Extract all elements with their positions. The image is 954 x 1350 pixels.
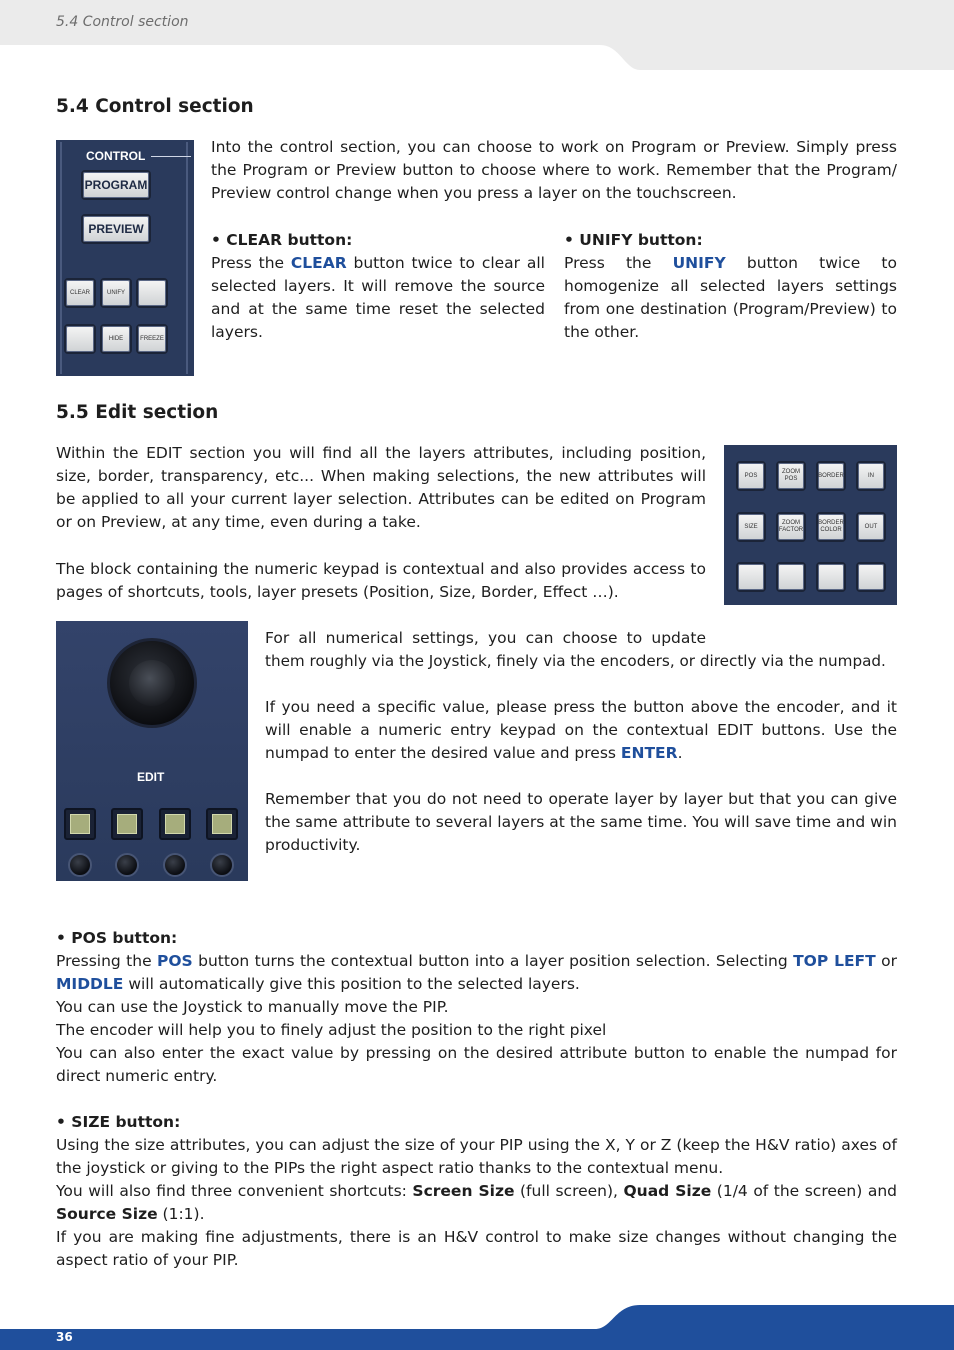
clear-key: CLEAR <box>64 278 96 308</box>
freeze-key: FREEZE <box>136 324 168 354</box>
encoder-knob-icon <box>68 853 92 877</box>
clear-title: • CLEAR button: <box>211 231 353 249</box>
encoder-button <box>206 808 238 840</box>
edit-keypad-photo <box>724 445 897 605</box>
blank-key <box>136 278 168 308</box>
control-panel-photo <box>56 140 194 376</box>
program-key: PROGRAM <box>81 170 151 200</box>
hide-key: HIDE <box>100 324 132 354</box>
header-band <box>0 0 954 70</box>
edit-paragraph-4: If you need a specific value, please press the button above the encoder, and it will enable a numeric entry keypad on the contextual EDIT buttons. Use the numpad to enter the desired value and press ENTER. <box>265 698 897 762</box>
blank-key <box>816 562 846 592</box>
blank-key <box>64 324 96 354</box>
edit-panel-label: EDIT <box>137 770 165 784</box>
blank-key <box>856 562 886 592</box>
zoom-factor-key: ZOOM FACTOR <box>776 512 806 542</box>
in-key: IN <box>856 461 886 491</box>
size-block: • SIZE button: Using the size attributes, you can adjust the size of your PIP using the X, Y or Z (keep the H&V ratio) axes of the joystick or giving to the PIPs the right aspect ratio thanks to the contextual menu. You will also find three convenient shortcuts: Screen Size (full screen), Quad Size (1/4 of the screen) and Source Size (1:1). If you are making fine adjustments, there is an H&V control to make size changes without changing the aspect ratio of your PIP. <box>56 1113 897 1269</box>
border-key: BORDER <box>816 461 846 491</box>
clear-block: • CLEAR button: Press the CLEAR button twice to clear all selected layers. It will remove the source and at the same time reset the selected layers. <box>211 231 545 341</box>
unify-block: • UNIFY button: Press the UNIFY button twice to homogenize all selected layers settings from one destination (Program/Preview) to the other. <box>564 231 897 341</box>
encoder-button <box>111 808 143 840</box>
pos-title: • POS button: <box>56 929 178 947</box>
footer-band <box>0 1305 954 1350</box>
zoom-pos-key: ZOOM POS <box>776 461 806 491</box>
encoder-button <box>64 808 96 840</box>
edit-section-heading: 5.5 Edit section <box>56 402 219 423</box>
preview-key: PREVIEW <box>81 214 151 244</box>
edit-paragraph-3: For all numerical settings, you can choose to update them roughly via the Joystick, finely via the encoders, or directly via the numpad. <box>265 629 886 670</box>
encoder-knob-icon <box>115 853 139 877</box>
encoder-button <box>159 808 191 840</box>
border-color-key: BORDER COLOR <box>816 512 846 542</box>
control-panel-title: CONTROL <box>86 149 146 163</box>
running-header: 5.4 Control section <box>56 14 189 30</box>
edit-paragraph-1: Within the EDIT section you will find all the layers attributes, including position, size, border, transparency, etc... When making selections, the new attributes will be applied to all your current layer selection. Attributes can be edited on Program or on Preview, at any time, even during a take. <box>56 444 706 531</box>
joystick-panel-photo <box>56 621 248 881</box>
out-key: OUT <box>856 512 886 542</box>
blank-key <box>736 562 766 592</box>
size-key: SIZE <box>736 512 766 542</box>
encoder-knob-icon <box>163 853 187 877</box>
blank-key <box>776 562 806 592</box>
control-section-heading: 5.4 Control section <box>56 96 254 117</box>
enter-keyword: ENTER <box>620 744 678 762</box>
page-number: 36 <box>56 1330 73 1344</box>
encoder-knob-icon <box>210 853 234 877</box>
size-title: • SIZE button: <box>56 1113 181 1131</box>
pos-block: • POS button: Pressing the POS button turns the contextual button into a layer position selection. Selecting TOP LEFT or MIDDLE will automatically give this position to the selected layers. You can use the Joystick to manually move the PIP. The encoder will help you to finely adjust the position to the right pixel You can also enter the exact value by pressing on the desired attribute button to enable the numpad for direct numeric entry. <box>56 929 897 1085</box>
unify-title: • UNIFY button: <box>564 231 703 249</box>
control-intro: Into the control section, you can choose to work on Program or Preview. Simply press the Program or Preview button to choose where to work. Remember that the Program/ Preview control change when you press a layer on the touchscreen. <box>211 138 897 202</box>
pos-key: POS <box>736 461 766 491</box>
edit-paragraph-2: The block containing the numeric keypad is contextual and also provides access to pages of shortcuts, tools, layer presets (Position, Size, Border, Effect …). <box>56 560 706 601</box>
edit-paragraph-5: Remember that you do not need to operate layer by layer but that you can give the same attribute to several layers at the same time. You will save time and win productivity. <box>265 790 897 854</box>
unify-keyword: UNIFY <box>672 254 726 272</box>
unify-key: UNIFY <box>100 278 132 308</box>
clear-keyword: CLEAR <box>290 254 347 272</box>
